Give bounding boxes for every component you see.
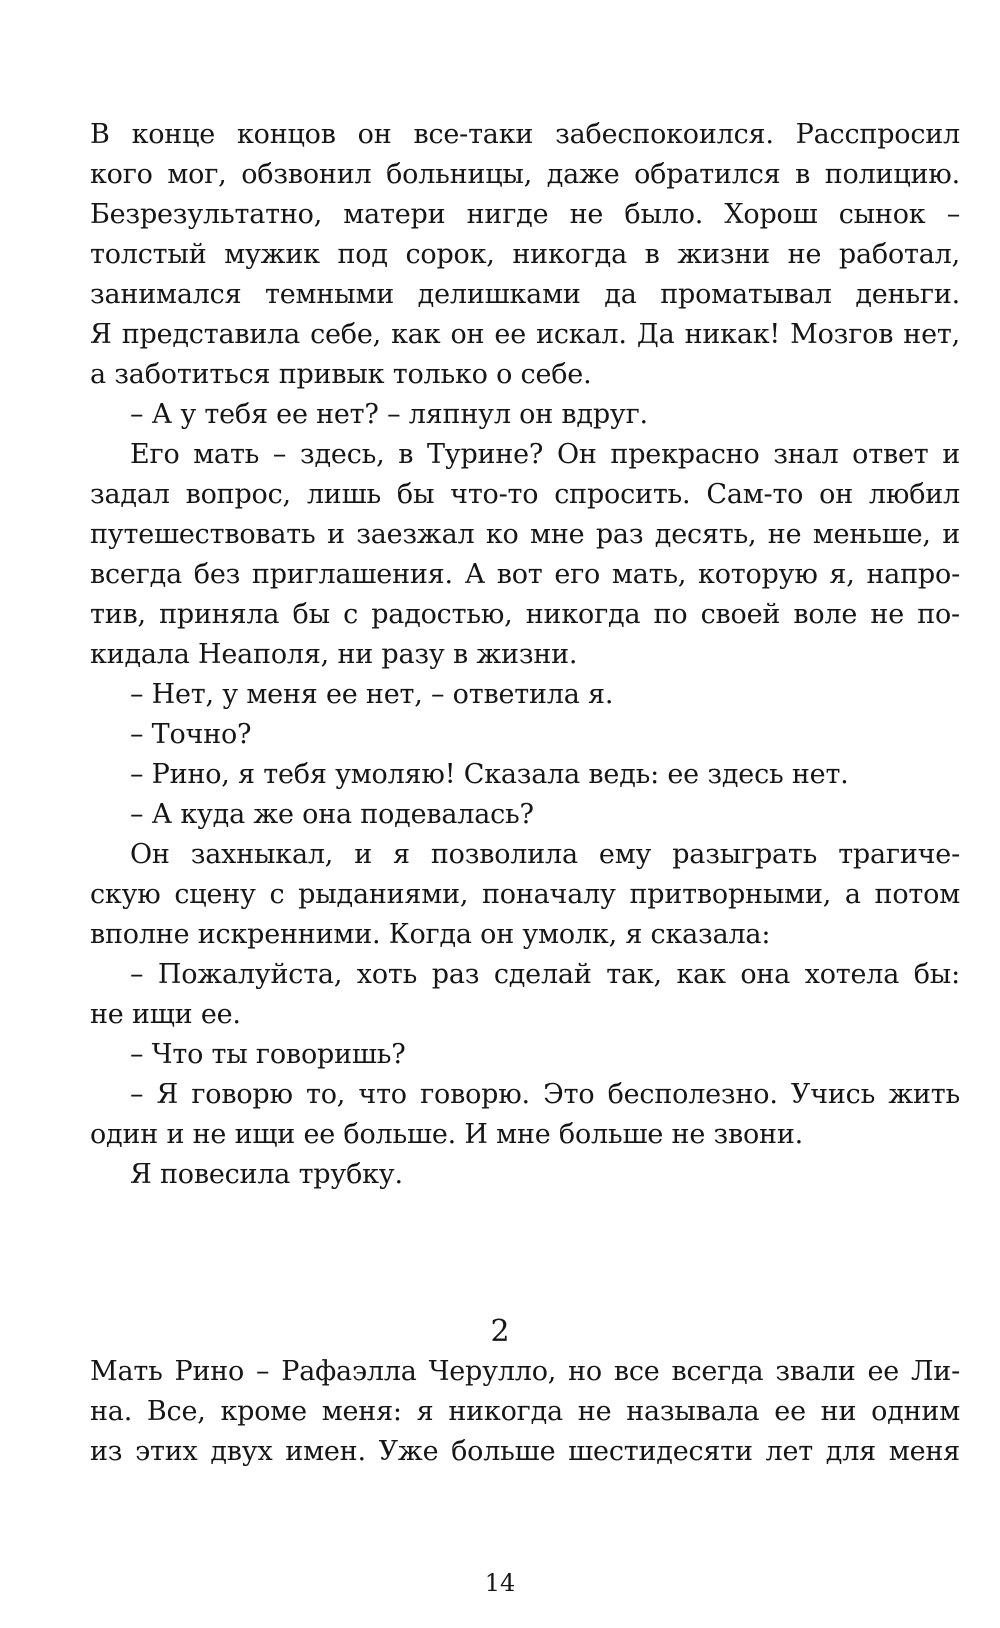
text-line: – Что ты говоришь?	[130, 1039, 406, 1070]
text-line: кидала Неаполя, ни разу в жизни.	[90, 639, 578, 670]
text-line: не ищи ее.	[90, 999, 241, 1030]
text-line: из этих двух имен. Уже больше шестидесяти лет для меня	[90, 1436, 960, 1467]
text-line: – А у тебя ее нет? – ляпнул он вдруг.	[130, 399, 648, 430]
text-line: Я повесила трубку.	[130, 1159, 403, 1190]
text-line: Безрезультатно, матери нигде не было. Хорош сынок –	[90, 199, 960, 230]
text-line: – Я говорю то, что говорю. Это бесполезно. Учись жить	[130, 1079, 960, 1110]
text-line: один и не ищи ее больше. И мне больше не звони.	[90, 1119, 804, 1150]
text-line: В конце концов он все-таки забеспокоился. Расспросил	[90, 119, 960, 150]
text-line: на. Все, кроме меня: я никогда не называла ее ни одним	[90, 1396, 960, 1427]
text-line: вполне искренними. Когда он умолк, я сказала:	[90, 919, 771, 950]
text-line: задал вопрос, лишь бы что-то спросить. Сам-то он любил	[90, 479, 960, 510]
text-line: кого мог, обзвонил больницы, даже обратился в полицию.	[90, 159, 960, 190]
text-line: толстый мужик под сорок, никогда в жизни не работал,	[90, 239, 960, 270]
page-number: 14	[484, 1569, 516, 1597]
text-line: – Пожалуйста, хоть раз сделай так, как она хотела бы:	[130, 959, 960, 990]
chapter-number: 2	[490, 1314, 510, 1349]
text-line: Мать Рино – Рафаэлла Черулло, но все всегда звали ее Ли-	[90, 1356, 960, 1387]
text-line: скую сцену с рыданиями, поначалу притворными, а потом	[90, 879, 960, 910]
text-line: Я представила себе, как он ее искал. Да никак! Мозгов нет,	[90, 319, 960, 350]
text-line: а заботиться привык только о себе.	[90, 359, 592, 390]
text-line: – Точно?	[130, 719, 252, 750]
text-line: тив, приняла бы с радостью, никогда по своей воле не по-	[90, 599, 960, 630]
text-line: – Нет, у меня ее нет, – ответила я.	[130, 679, 614, 710]
text-line: всегда без приглашения. А вот его мать, которую я, напро-	[90, 559, 960, 590]
text-line: занимался темными делишками да проматывал деньги.	[90, 279, 960, 310]
text-line: путешествовать и заезжал ко мне раз десять, не меньше, и	[90, 519, 960, 550]
text-line: – А куда же она подевалась?	[130, 799, 534, 830]
text-line: Его мать – здесь, в Турине? Он прекрасно знал ответ и	[130, 439, 960, 470]
text-line: Он захныкал, и я позволила ему разыграть трагиче-	[130, 839, 960, 870]
text-line: – Рино, я тебя умоляю! Сказала ведь: ее здесь нет.	[130, 759, 849, 790]
